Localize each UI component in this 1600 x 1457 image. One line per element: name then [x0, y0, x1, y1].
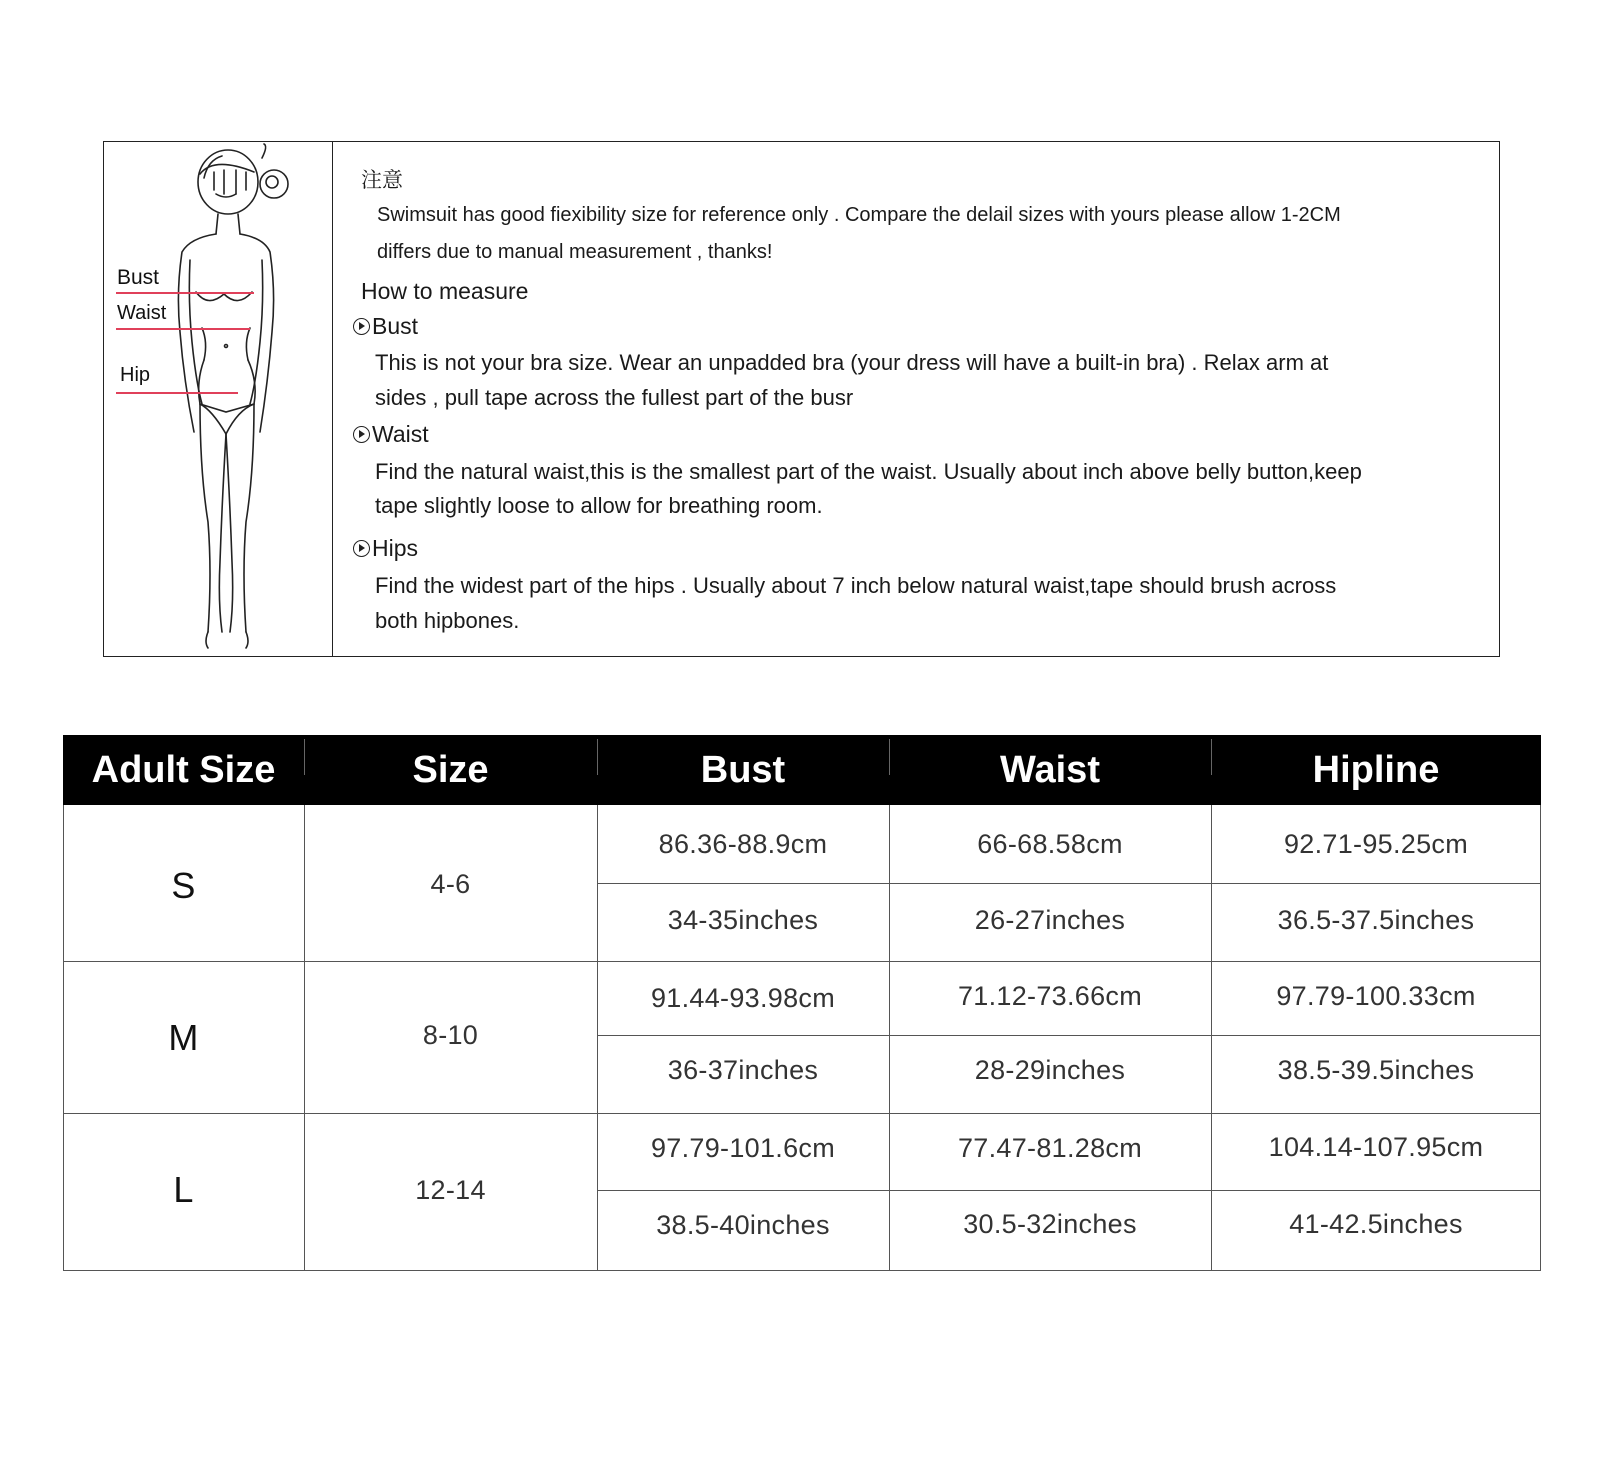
- bust-inch-cell: 34-35inches: [667, 905, 819, 935]
- section-title: Bust: [372, 313, 419, 339]
- waist-section-heading: [353, 421, 429, 448]
- circle-arrow-icon: [353, 318, 370, 335]
- figure-panel: [104, 142, 333, 656]
- hips-text-line: both hipbones.: [375, 608, 520, 633]
- adult-size-cell: L: [173, 1169, 194, 1210]
- bust-label: Bust: [117, 266, 160, 289]
- header-bust: Bust: [700, 749, 786, 791]
- size-cell: 8-10: [422, 1020, 479, 1050]
- circle-arrow-icon: [353, 426, 370, 443]
- size-cell: 4-6: [430, 869, 471, 899]
- hip-label: Hip: [120, 364, 151, 386]
- waist-text-line: tape slightly loose to allow for breathing room.: [375, 493, 823, 518]
- hipline-cm-cell: 104.14-107.95cm: [1268, 1132, 1484, 1162]
- bust-text-line: This is not your bra size. Wear an unpadded bra (your dress will have a built-in bra) . Relax arm at: [375, 350, 1329, 375]
- hipline-inch-cell: 38.5-39.5inches: [1277, 1055, 1475, 1085]
- bust-cm-cell: 86.36-88.9cm: [658, 829, 828, 859]
- note-title: 注意: [361, 168, 403, 192]
- circle-arrow-icon: [353, 540, 370, 557]
- hipline-cm-cell: 92.71-95.25cm: [1283, 829, 1468, 859]
- measurement-guide: [103, 141, 1500, 657]
- table-header: [63, 735, 1541, 805]
- bust-inch-cell: 38.5-40inches: [656, 1210, 830, 1240]
- header-hipline: Hipline: [1312, 749, 1440, 791]
- section-title: Hips: [372, 535, 419, 561]
- bust-text-line: sides , pull tape across the fullest part of the busr: [375, 385, 854, 410]
- bust-cm-cell: 97.79-101.6cm: [650, 1133, 835, 1163]
- waist-label: Waist: [117, 302, 167, 324]
- adult-size-cell: M: [168, 1017, 199, 1058]
- waist-cm-cell: 77.47-81.28cm: [957, 1133, 1142, 1163]
- header-adult-size: Adult Size: [91, 749, 276, 791]
- hipline-inch-cell: 36.5-37.5inches: [1277, 905, 1475, 935]
- guide-text-panel: [333, 142, 1499, 656]
- bust-cm-cell: 91.44-93.98cm: [650, 983, 835, 1013]
- waist-inch-cell: 26-27inches: [974, 905, 1126, 935]
- note-line: differs due to manual measurement , thanks!: [377, 241, 773, 263]
- section-title: Waist: [372, 421, 429, 447]
- header-size: Size: [412, 749, 489, 791]
- waist-inch-cell: 28-29inches: [974, 1055, 1126, 1085]
- note-line: Swimsuit has good fiexibility size for reference only . Compare the delail sizes with yours please allow 1-2CM: [377, 204, 1341, 226]
- waist-inch-cell: 30.5-32inches: [963, 1209, 1137, 1239]
- body-figure-illustration: [104, 142, 331, 656]
- hips-section-heading: [353, 535, 418, 562]
- size-cell: 12-14: [415, 1175, 486, 1205]
- hipline-inch-cell: 41-42.5inches: [1289, 1209, 1463, 1239]
- hips-text-line: Find the widest part of the hips . Usually about 7 inch below natural waist,tape should brush across: [375, 573, 1337, 598]
- hipline-cm-cell: 97.79-100.33cm: [1276, 981, 1476, 1011]
- waist-text-line: Find the natural waist,this is the smallest part of the waist. Usually about inch above belly button,keep: [375, 459, 1362, 484]
- how-to-measure-heading: How to measure: [361, 278, 529, 304]
- size-chart-table: [63, 735, 1541, 1271]
- bust-inch-cell: 36-37inches: [667, 1055, 819, 1085]
- bust-section-heading: [353, 313, 418, 340]
- waist-cm-cell: 71.12-73.66cm: [957, 981, 1142, 1011]
- header-waist: Waist: [1000, 749, 1100, 791]
- waist-cm-cell: 66-68.58cm: [977, 829, 1123, 859]
- adult-size-cell: S: [171, 865, 196, 906]
